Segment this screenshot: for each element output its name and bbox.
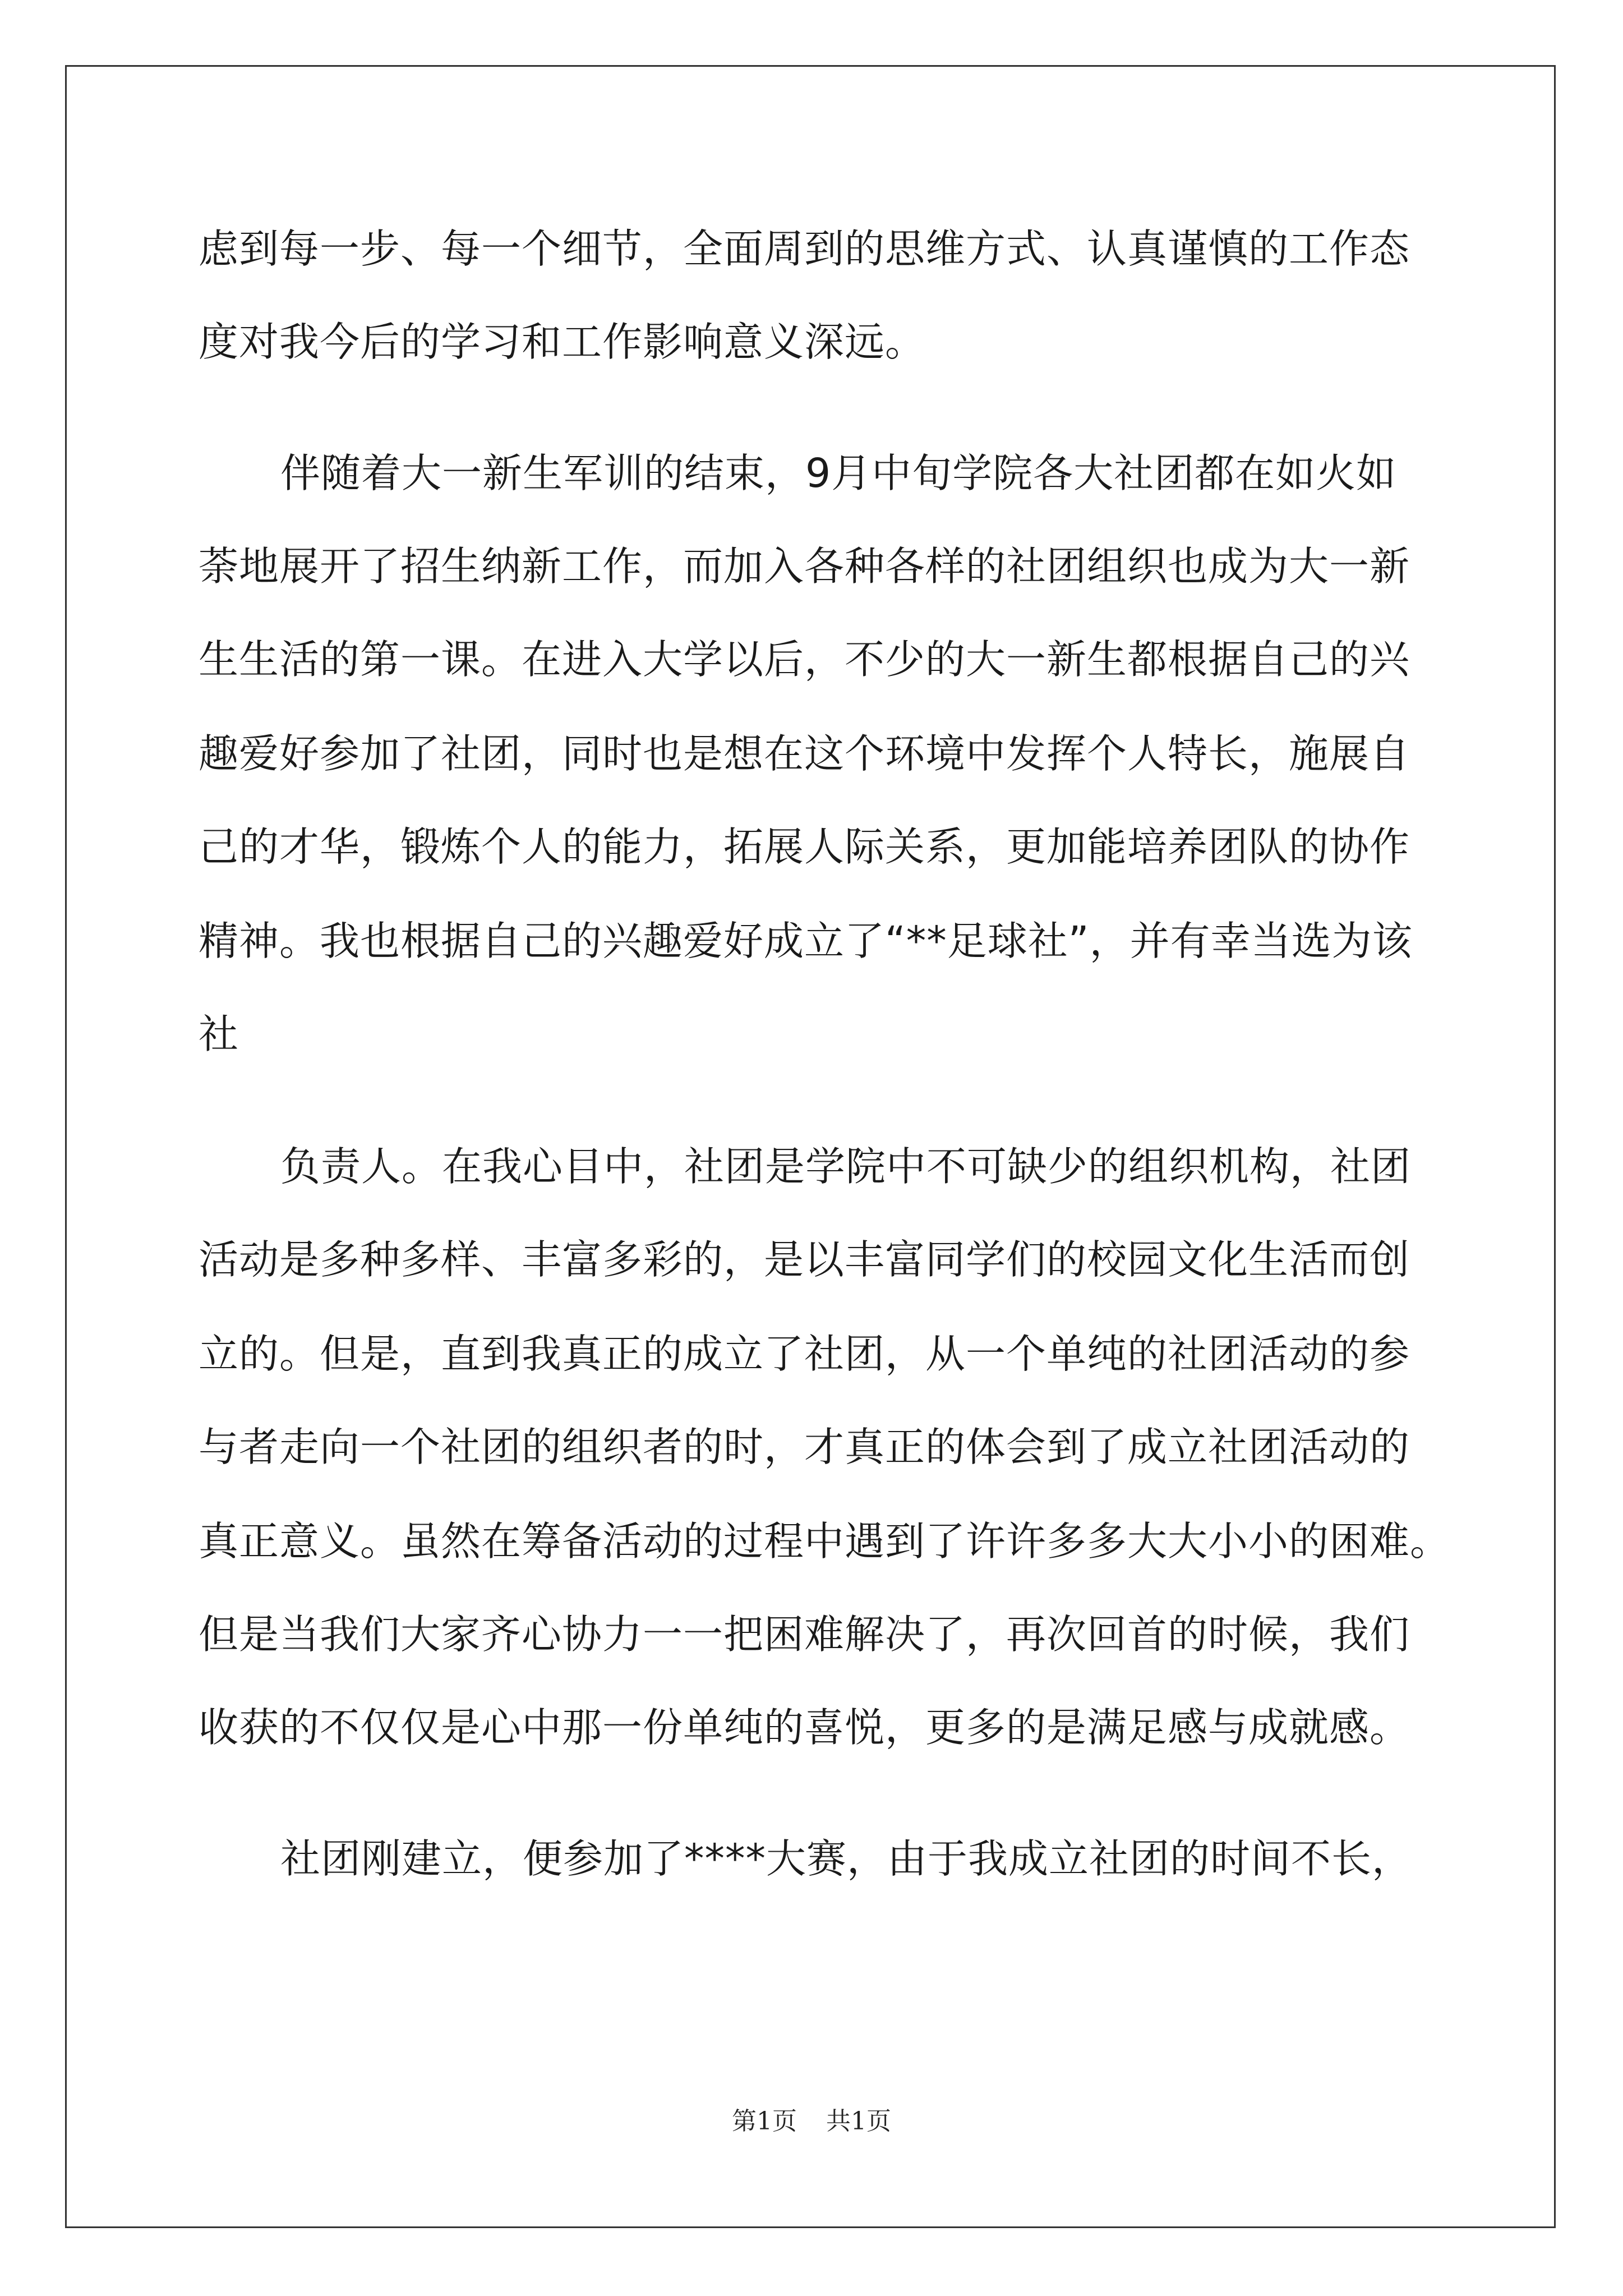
- page-footer: [0, 2105, 1623, 2138]
- text-line: 伴随着大一新生军训的结束，9月中旬学院各大社团都在如火如: [280, 450, 1397, 496]
- text-line: 趣爱好参加了社团，同时也是想在这个环境中发挥个人特长，施展自: [199, 730, 1410, 777]
- text-line: 负责人。在我心目中，社团是学院中不可缺少的组织机构，社团: [280, 1143, 1412, 1190]
- text-line: 度对我今后的学习和工作影响意义深远。: [199, 319, 926, 365]
- page-number: 第1页: [732, 2107, 797, 2136]
- page-total: 共1页: [826, 2107, 891, 2136]
- text-line: 己的才华，锻炼个人的能力，拓展人际关系，更加能培养团队的协作: [199, 823, 1410, 870]
- text-line: 虑到每一步、每一个细节，全面周到的思维方式、认真谨慎的工作态: [199, 226, 1410, 272]
- text-line: 与者走向一个社团的组织者的时，才真正的体会到了成立社团活动的: [199, 1424, 1410, 1470]
- text-line: 立的。但是，直到我真正的成立了社团，从一个单纯的社团活动的参: [199, 1331, 1410, 1377]
- text-line: 活动是多种多样、丰富多彩的，是以丰富同学们的校园文化生活而创: [199, 1236, 1410, 1283]
- text-line: 但是当我们大家齐心协力一一把困难解决了，再次回首的时候，我们: [199, 1611, 1410, 1658]
- text-line: 真正意义。虽然在筹备活动的过程中遇到了许许多多大大小小的困难。: [199, 1518, 1451, 1565]
- text-line: 社团刚建立，便参加了****大赛，由于我成立社团的时间不长，: [280, 1835, 1413, 1882]
- text-line: 社: [199, 1011, 239, 1057]
- text-line: 精神。我也根据自己的兴趣爱好成立了“**足球社”，并有幸当选为该: [199, 918, 1413, 964]
- text-line: 生生活的第一课。在进入大学以后，不少的大一新生都根据自己的兴: [199, 636, 1410, 683]
- text-line: 收获的不仅仅是心中那一份单纯的喜悦，更多的是满足感与成就感。: [199, 1704, 1410, 1751]
- text-line: 荼地展开了招生纳新工作，而加入各种各样的社团组织也成为大一新: [199, 543, 1410, 590]
